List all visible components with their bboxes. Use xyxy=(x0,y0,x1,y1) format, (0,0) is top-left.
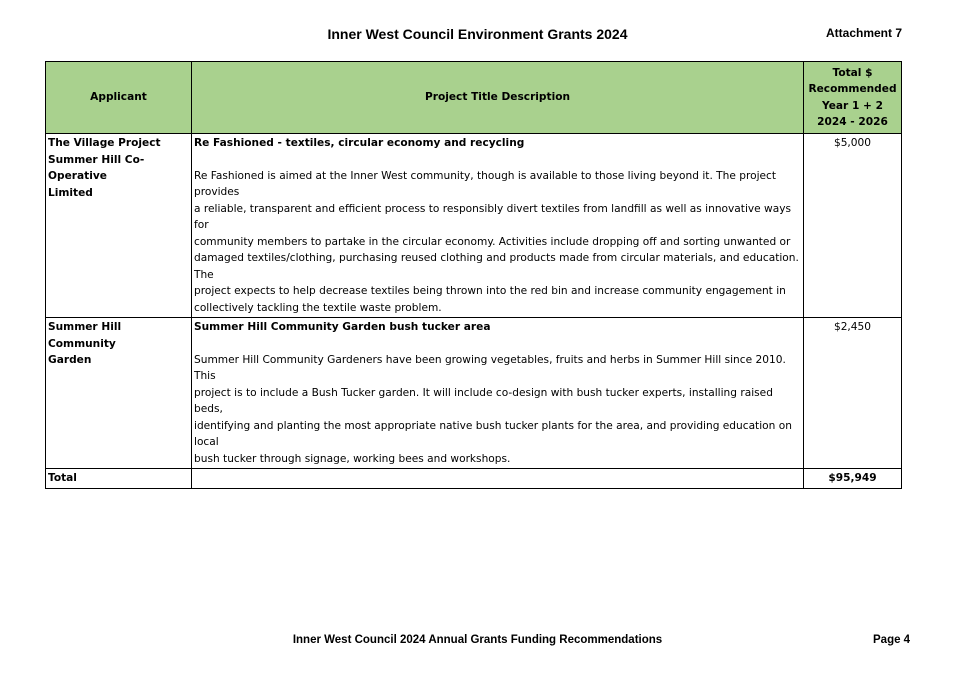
total-label: Total xyxy=(46,469,192,489)
project-cell xyxy=(192,318,804,469)
table-row xyxy=(46,134,902,318)
description-line: bush tucker through signage, working bees and workshops. xyxy=(194,452,511,465)
applicant-line: Summer Hill Community xyxy=(48,321,122,350)
total-header-line: 2024 - 2026 xyxy=(817,116,888,128)
table-row xyxy=(46,318,902,469)
total-empty-cell xyxy=(192,469,804,489)
applicant-line: Garden xyxy=(48,354,92,366)
footer-text: Inner West Council 2024 Annual Grants Funding Recommendations xyxy=(292,634,663,646)
project-column-header: Project Title Description xyxy=(192,62,804,134)
description-line: damaged textiles/clothing, purchasing reused clothing and products made from circular materials, and education. The xyxy=(194,252,799,281)
applicant-line: Summer Hill Co-Operative xyxy=(48,153,145,182)
description-line: community members to partake in the circular economy. Activities include dropping off and sorting unwanted or xyxy=(194,235,791,248)
total-amount: $95,949 xyxy=(804,469,902,489)
description-line: project is to include a Bush Tucker garden. It will include co-design with bush tucker experts, installing raised beds, xyxy=(194,386,773,415)
description-line: identifying and planting the most appropriate native bush tucker plants for the area, and providing education on local xyxy=(194,419,792,448)
applicant-column-header: Applicant xyxy=(46,62,192,134)
project-description xyxy=(194,168,801,317)
total-header-line: Total $ xyxy=(832,66,873,79)
description-line: Summer Hill Community Gardeners have been growing vegetables, fruits and herbs in Summer Hill since 2010. This xyxy=(194,353,786,382)
description-line: project expects to help decrease textiles being thrown into the red bin and increase community engagement in xyxy=(194,285,786,297)
total-column-header xyxy=(804,62,902,134)
applicant-line: Limited xyxy=(48,186,93,199)
amount-cell: $5,000 xyxy=(804,134,902,318)
attachment-label: Attachment 7 xyxy=(826,26,903,40)
total-header-line: Year 1 + 2 xyxy=(822,99,883,112)
total-header-line: Recommended xyxy=(808,83,897,95)
table-header-row xyxy=(46,62,902,134)
description-line: a reliable, transparent and efficient process to responsibly divert textiles from landfill as well as innovative ways for xyxy=(194,202,791,231)
amount-cell: $2,450 xyxy=(804,318,902,469)
document-title: Inner West Council Environment Grants 2024 xyxy=(327,26,628,42)
applicant-cell xyxy=(46,134,192,318)
description-line: Re Fashioned is aimed at the Inner West community, though is available to those living beyond it. The project provides xyxy=(194,169,777,198)
project-description xyxy=(194,352,801,468)
project-title: Summer Hill Community Garden bush tucker area xyxy=(194,321,491,333)
project-title: Re Fashioned - textiles, circular economy and recycling xyxy=(194,137,525,149)
grants-table xyxy=(45,61,902,489)
description-line: collectively tackling the textile waste problem. xyxy=(194,301,442,314)
project-cell xyxy=(192,134,804,318)
applicant-cell xyxy=(46,318,192,469)
total-row xyxy=(46,469,902,489)
applicant-line: The Village Project xyxy=(48,137,161,149)
page-number: Page 4 xyxy=(873,634,911,646)
